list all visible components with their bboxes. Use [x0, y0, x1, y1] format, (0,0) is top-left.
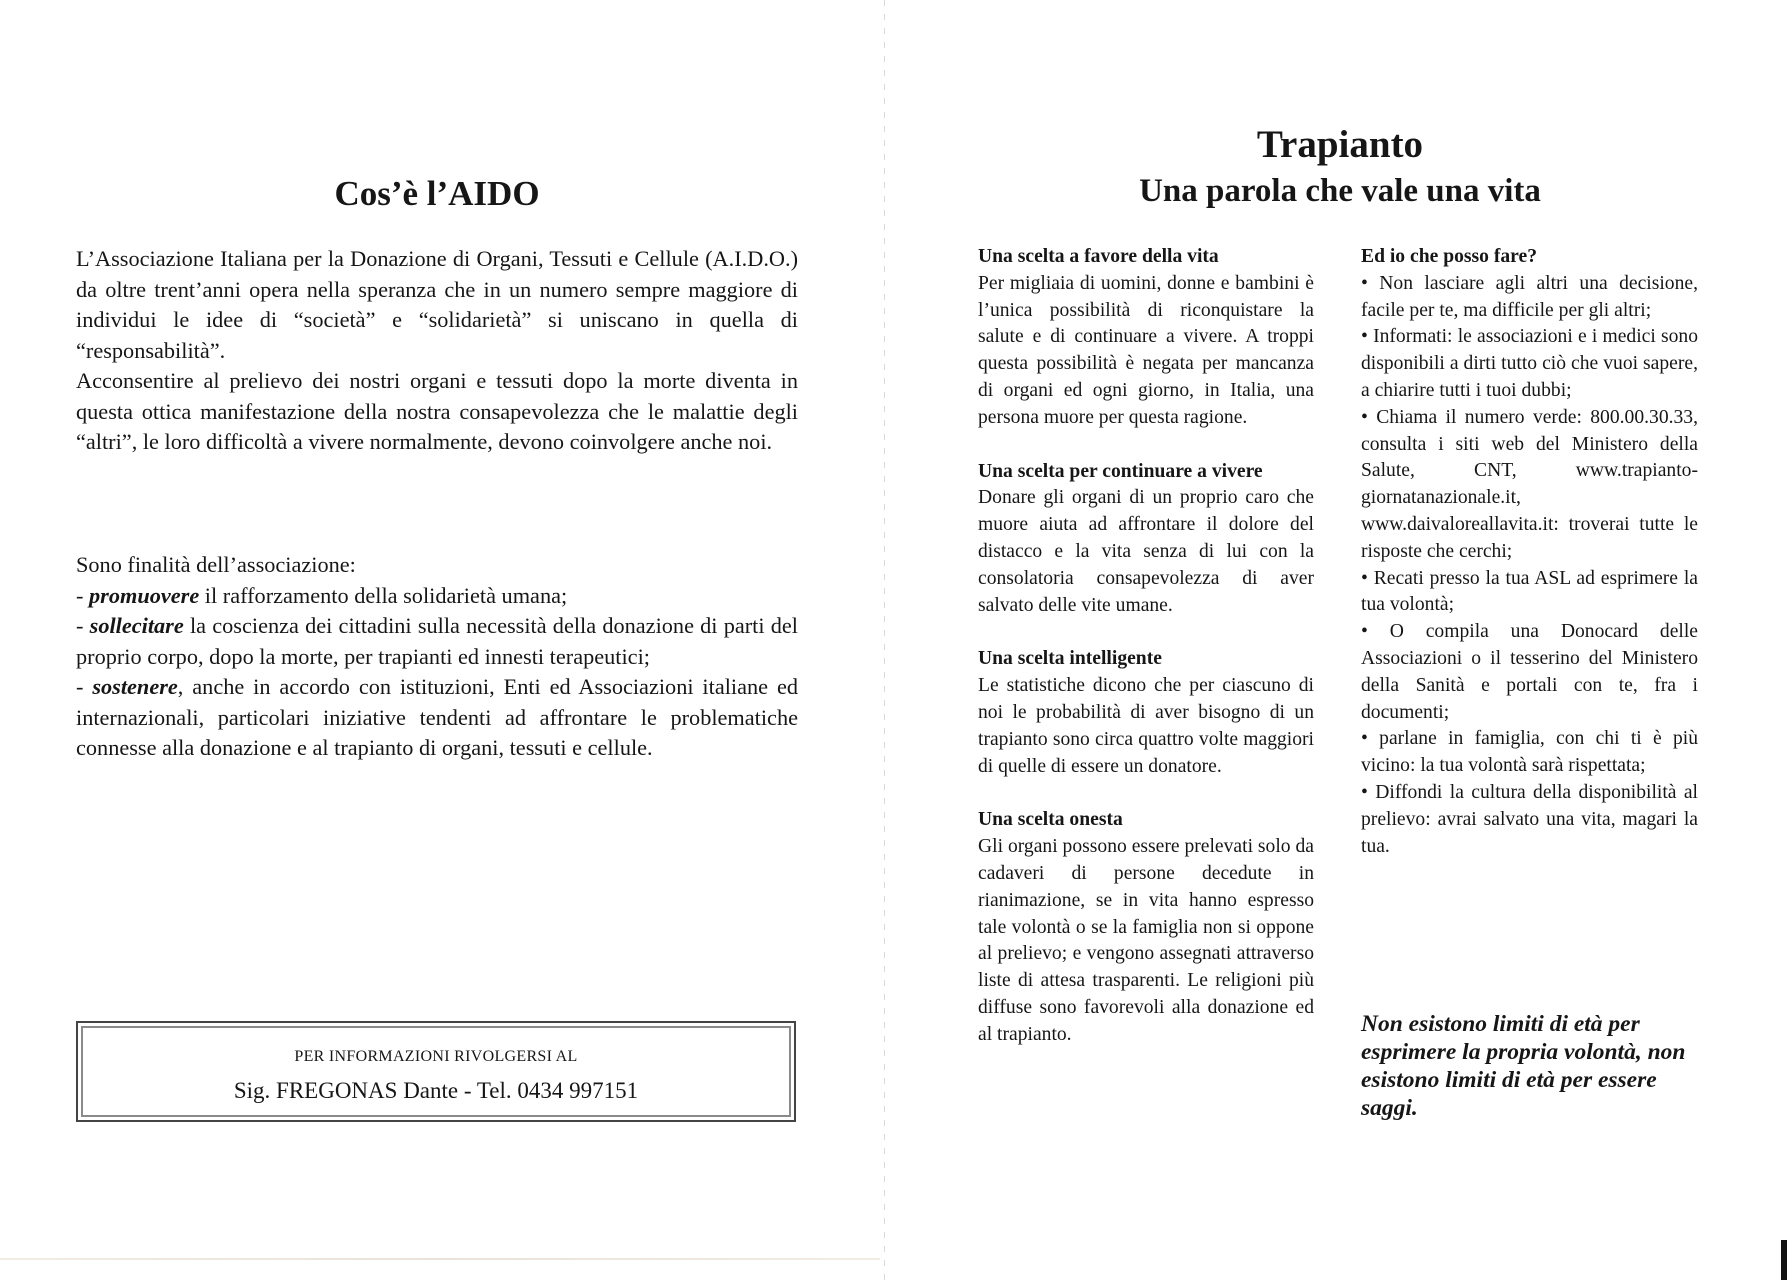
section-text: Le statistiche dicono che per ciascuno di noi le probabilità di aver bisogno di un trapianto sono circa quattro volte maggiori di quelle di essere un donatore. [978, 675, 1314, 777]
page-fold-line [884, 0, 885, 1280]
section-heading: Una scelta intelligente [978, 648, 1162, 670]
finalita-list [76, 550, 798, 764]
section-heading: Una scelta a favore della vita [978, 246, 1219, 267]
right-page-subtitle: Una parola che vale una vita [1139, 173, 1541, 209]
list-item: • Chiama il numero verde: 800.00.30.33, consulta i siti web del Ministero della Salute, CNT, www.trapianto-giornatanazionale.it, www.daivaloreallavita.it: troverai tutte le risposte che cerchi; [1361, 405, 1698, 566]
list-item: • Informati: le associazioni e i medici sono disponibili a dirti tutto ciò che vuoi sapere, a chiarire tutti i tuoi dubbi; [1361, 324, 1698, 404]
right-page-title: Trapianto [1256, 123, 1424, 166]
section-intelligente [978, 646, 1314, 780]
right-page-title-block [960, 122, 1720, 214]
intro-text [76, 244, 798, 458]
finalita-item-sollecitare: - sollecitare la coscienza dei cittadini sulla necessità della donazione di parti del proprio corpo, dopo la morte, per trapianti ed innesti terapeutici; [76, 613, 799, 669]
finalita-heading: Sono finalità dell’associazione: [76, 552, 356, 577]
section-text: Gli organi possono essere prelevati solo da cadaveri di persone decedute in rianimazione, se in vita hanno espresso tale volontà o se la famiglia non si oppone al prelievo; e vengono assegnati attraverso liste di attesa trasparenti. Le religioni più diffuse sono favorevoli alla donazione ed al trapianto. [978, 836, 1314, 1045]
finalita-keyword: promuovere [89, 582, 200, 608]
contact-info-box [76, 1021, 796, 1122]
scan-edge-mark [1781, 1240, 1787, 1280]
finalita-item-promuovere: - promuovere il rafforzamento della solidarietà umana; [76, 582, 568, 608]
section-text: Donare gli organi di un proprio caro che muore aiuta ad affrontare il dolore del distacco e la vita senza di lui con la consolatoria consapevolezza di aver salvato delle vite umane. [978, 487, 1314, 616]
left-page-title: Cos’è l’AIDO [334, 174, 540, 213]
page-edge [0, 1258, 880, 1260]
section-continuare-vivere [978, 459, 1314, 620]
what-to-do-column [1361, 244, 1698, 860]
section-heading: Una scelta onesta [978, 809, 1123, 831]
section-favore-vita [978, 244, 1314, 432]
intro-paragraph-2: Acconsentire al prelievo dei nostri organi e tessuti dopo la morte diventa in questa ottica manifestazione della nostra consapevolezza che le malattie degli “altri”, le loro difficoltà a vivere normalmente, devono coinvolgere anche noi. [76, 368, 798, 454]
contact-label: PER INFORMAZIONI RIVOLGERSI AL [294, 1048, 578, 1065]
contact-details: Sig. FREGONAS Dante - Tel. 0434 997151 [233, 1078, 639, 1103]
finalita-item-sostenere: - sostenere, anche in accordo con istituzioni, Enti ed Associazioni italiane ed internazionali, particolari iniziative tendenti ad affrontare le problematiche connesse alla donazione e al trapianto di organi, tessuti e cellule. [76, 674, 798, 760]
what-to-do-list [1361, 271, 1698, 861]
list-item: • O compila una Donocard delle Associazioni o il tesserino del Ministero della Sanità e portali con te, fra i documenti; [1361, 619, 1698, 726]
list-item: • parlane in famiglia, con chi ti è più vicino: la tua volontà sarà rispettata; [1361, 726, 1698, 780]
sections-column [978, 244, 1314, 1076]
list-item: • Diffondi la cultura della disponibilità al prelievo: avrai salvato una vita, magari la tua. [1361, 780, 1698, 860]
section-heading: Una scelta per continuare a vivere [978, 460, 1263, 482]
section-text: Per migliaia di uomini, donne e bambini è l’unica possibilità di riconquistare la salute e di continuare a vivere. A troppi questa possibilità è negata per mancanza di organi ed ogni giorno, in Italia, una persona muore per questa ragione. [978, 272, 1314, 428]
list-item: • Non lasciare agli altri una decisione, facile per te, ma difficile per gli altri; [1361, 271, 1698, 325]
list-item: • Recati presso la tua ASL ad esprimere la tua volontà; [1361, 566, 1698, 620]
finalita-keyword: sollecitare [89, 613, 184, 638]
intro-paragraph-1: L’Associazione Italiana per la Donazione di Organi, Tessuti e Cellule (A.I.D.O.) da oltre trent’anni opera nella speranza che in un numero sempre maggiore di individui le idee di “società” e “solidarietà” si uniscano in quella di “responsabilità”. [76, 246, 798, 363]
closing-statement: Non esistono limiti di età per esprimere la propria volontà, non esistono limiti di età per essere saggi. [1361, 1011, 1686, 1121]
what-to-do-heading: Ed io che posso fare? [1361, 246, 1537, 267]
finalita-keyword: sostenere [92, 674, 178, 699]
section-onesta [978, 807, 1314, 1048]
